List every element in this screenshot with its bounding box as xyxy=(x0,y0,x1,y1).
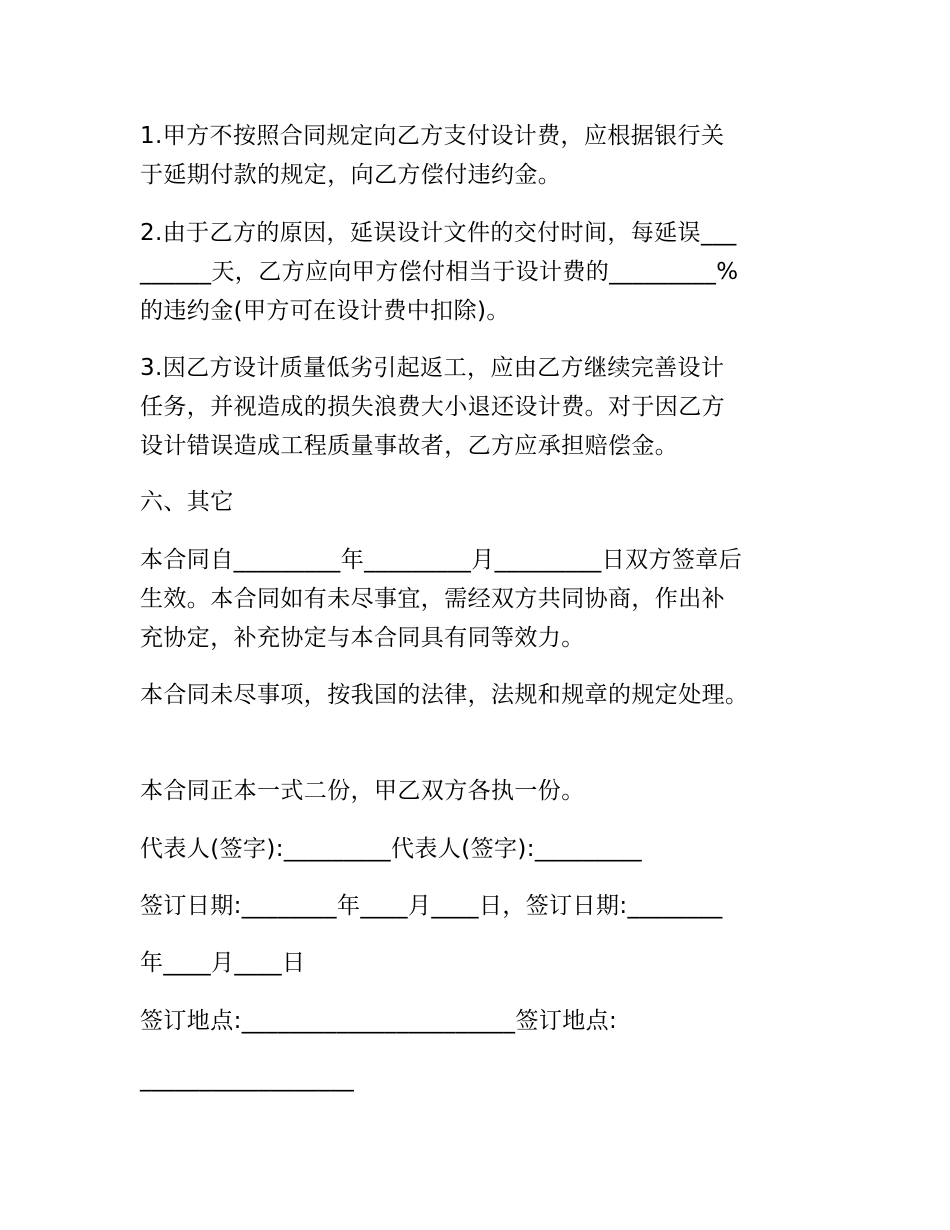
signing-place-text-2: __________________ xyxy=(140,1066,355,1092)
clause-1-paragraph xyxy=(140,117,820,195)
signing-date-line-2 xyxy=(140,944,820,983)
clause-2-line-3: 的违约金(甲方可在设计费中扣除)。 xyxy=(140,298,510,324)
effective-paragraph xyxy=(140,541,820,658)
clause-3-line-1: 3.因乙方设计质量低劣引起返工，应由乙方继续完善设计 xyxy=(140,355,725,381)
representatives-line xyxy=(140,830,820,869)
clause-3-paragraph xyxy=(140,349,820,466)
signing-place-text-1: 签订地点:_______________________签订地点: xyxy=(140,1008,618,1034)
effective-line-2: 生效。本合同如有未尽事宜，需经双方共同协商，作出补 xyxy=(140,586,725,612)
section-heading xyxy=(140,483,820,522)
clause-3-line-3: 设计错误造成工程质量事故者，乙方应承担赔偿金。 xyxy=(140,433,679,459)
clause-2-line-2: ______天，乙方应向甲方偿付相当于设计费的_________% xyxy=(140,259,739,285)
signing-place-line-1 xyxy=(140,1002,820,1041)
unresolved-text: 本合同未尽事项，按我国的法律，法规和规章的规定处理。 xyxy=(140,682,749,708)
section-heading-text: 六、其它 xyxy=(140,489,234,515)
unresolved-paragraph xyxy=(140,676,820,715)
clause-1-line-2: 于延期付款的规定，向乙方偿付违约金。 xyxy=(140,162,562,188)
copies-text: 本合同正本一式二份，甲乙双方各执一份。 xyxy=(140,778,585,804)
clause-1-line-1: 1.甲方不按照合同规定向乙方支付设计费，应根据银行关 xyxy=(140,123,725,149)
signing-date-line-1 xyxy=(140,887,820,926)
signing-date-text-1: 签订日期:________年____月____日，签订日期:________ xyxy=(140,893,723,919)
signing-place-line-2 xyxy=(140,1060,820,1099)
clause-3-line-2: 任务，并视造成的损失浪费大小退还设计费。对于因乙方 xyxy=(140,394,725,420)
effective-line-1: 本合同自_________年_________月_________日双方签章后 xyxy=(140,547,743,573)
copies-paragraph xyxy=(140,772,820,811)
representatives-text: 代表人(签字):_________代表人(签字):_________ xyxy=(140,836,642,862)
clause-2-line-1: 2.由于乙方的原因，延误设计文件的交付时间，每延误___ xyxy=(140,220,737,246)
effective-line-3: 充协定，补充协定与本合同具有同等效力。 xyxy=(140,625,585,651)
signing-date-text-2: 年____月____日 xyxy=(140,950,306,976)
clause-2-paragraph xyxy=(140,214,820,331)
